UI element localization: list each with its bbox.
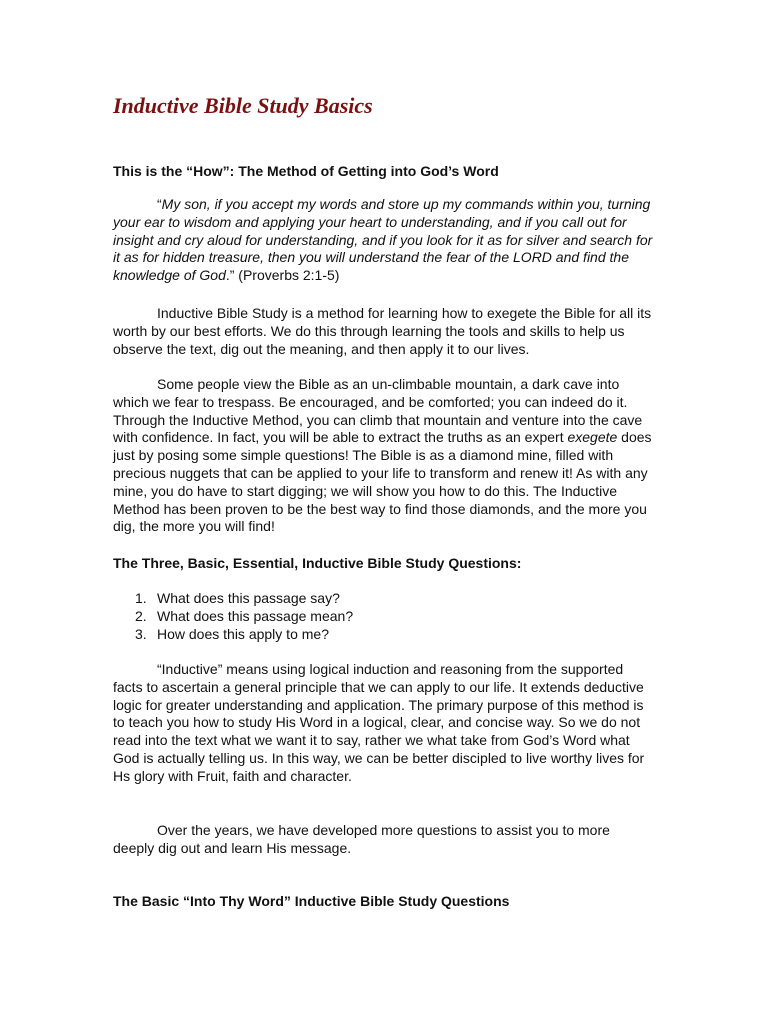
question-item <box>113 590 353 608</box>
question-item <box>113 608 353 626</box>
quote-reference: (Proverbs 2:1-5) <box>234 267 340 284</box>
question-text: What does this passage say? <box>157 590 340 606</box>
question-text: What does this passage mean? <box>157 607 354 624</box>
question-number: 2. <box>135 607 147 624</box>
quote-text: My son, if you accept my words and store up my commands within you, turning your ear to wisdom and applying your heart to understanding, and if you call out for insight and cry aloud for understanding, and if you look for it as for silver and search for it as for hidden treasure, then you will understand the fear of the LORD and find the knowledge of God <box>113 196 653 284</box>
section-heading-how: This is the “How”: The Method of Getting into God’s Word <box>113 163 499 179</box>
paragraph-mountain <box>113 376 653 536</box>
question-item <box>113 626 353 644</box>
questions-list <box>113 590 353 643</box>
paragraph-mountain-part2: does just by posing some simple questions! The Bible is as a diamond mine, filled with precious nuggets that can be applied to your life to transform and renew it! As with any mine, you do have to start digging; we will show you how to do this. The Inductive Method has been proven to be the best way to find those diamonds, and the more you dig, the more you will find! <box>113 429 652 535</box>
section-heading-three-questions: The Three, Basic, Essential, Inductive Bible Study Questions: <box>113 555 522 571</box>
question-number: 3. <box>135 625 147 642</box>
paragraph-mountain-part1: Some people view the Bible as an un-climbable mountain, a dark cave into which we fear to trespass. Be encouraged, and be comforted; you can indeed do it. Through the Inductive Method, you can climb that mountain and venture into the cave with confidence. In fact, you will be able to extract the truths as an expert <box>113 376 643 446</box>
paragraph-more-questions: Over the years, we have developed more questions to assist you to more deeply dig out and learn His message. <box>113 822 610 856</box>
document-title: Inductive Bible Study Basics <box>113 93 373 118</box>
scripture-quote <box>113 196 653 285</box>
quote-open-mark: “ <box>157 196 162 212</box>
section-heading-basic-questions: The Basic “Into Thy Word” Inductive Bible Study Questions <box>113 893 510 909</box>
question-number: 1. <box>135 590 147 606</box>
paragraph-inductive-definition: “Inductive” means using logical induction and reasoning from the supported facts to ascertain a general principle that we can apply to our life. It extends deductive logic for greater understanding and application. The primary purpose of this method is to teach you how to study His Word in a logical, clear, and concise way. So we do not read into the text what we want it to say, rather we what take from God’s Word what God is actually telling us. In this way, we can be better discipled to live worthy lives for Hs glory with Fruit, faith and character. <box>113 661 645 784</box>
question-text: How does this apply to me? <box>157 625 329 642</box>
paragraph-intro: Inductive Bible Study is a method for learning how to exegete the Bible for all its worth by our best efforts. We do this through learning the tools and skills to help us observe the text, dig out the meaning, and then apply it to our lives. <box>113 305 652 357</box>
exegete-term: exegete <box>567 429 618 446</box>
quote-close-mark: .” <box>225 267 235 284</box>
